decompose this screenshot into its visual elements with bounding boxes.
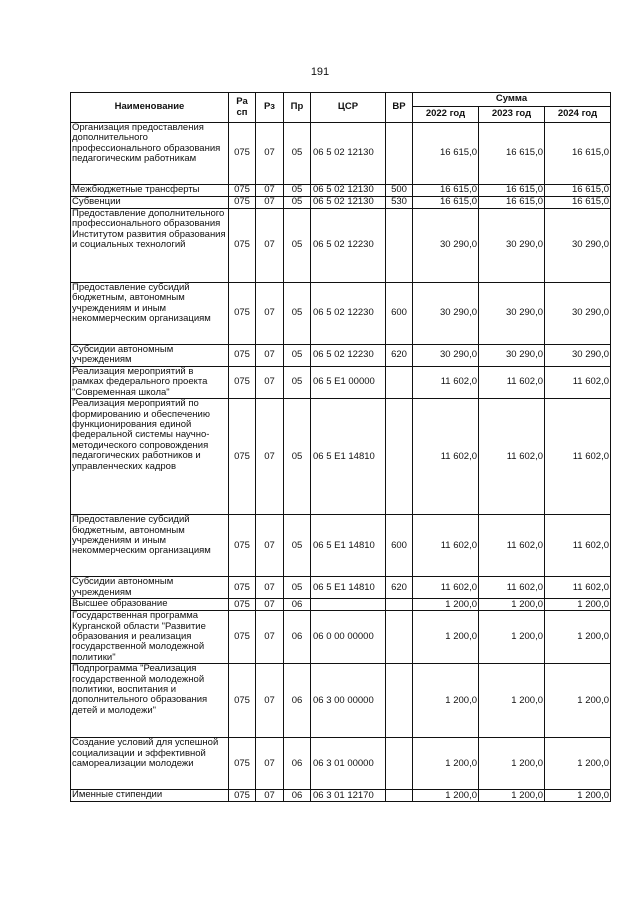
row-vr: 600: [386, 515, 413, 577]
row-pr: 05: [284, 283, 311, 345]
row-csr: 06 0 00 00000: [311, 611, 386, 664]
table-header: [71, 93, 611, 123]
row-rz: 07: [256, 209, 284, 283]
row-2022: 30 290,0: [413, 345, 479, 367]
row-pr: 06: [284, 599, 311, 611]
row-2024: 16 615,0: [545, 123, 611, 185]
row-rasp: 075: [229, 599, 256, 611]
row-rz: 07: [256, 664, 284, 738]
table-row: [71, 790, 611, 802]
header-csr: ЦСР: [311, 93, 386, 123]
row-csr: 06 5 E1 14810: [311, 577, 386, 599]
table-row: [71, 123, 611, 185]
header-vr: ВР: [386, 93, 413, 123]
row-name: Субсидии автономным учреждениям: [71, 577, 229, 599]
row-vr: 530: [386, 197, 413, 209]
row-name: Подпрограмма "Реализация государственной молодежной политики, воспитания и дополнительного образования детей и молодежи": [71, 664, 229, 738]
table-row: [71, 283, 611, 345]
row-pr: 05: [284, 185, 311, 197]
table-row: [71, 611, 611, 664]
row-2023: 16 615,0: [479, 197, 545, 209]
row-csr: 06 3 00 00000: [311, 664, 386, 738]
row-2024: 1 200,0: [545, 738, 611, 790]
row-2023: 11 602,0: [479, 399, 545, 515]
row-rasp: 075: [229, 345, 256, 367]
row-pr: 06: [284, 790, 311, 802]
row-2022: 30 290,0: [413, 209, 479, 283]
row-rz: 07: [256, 345, 284, 367]
row-name: Именные стипендии: [71, 790, 229, 802]
row-pr: 06: [284, 611, 311, 664]
row-2024: 1 200,0: [545, 599, 611, 611]
table-row: [71, 664, 611, 738]
row-rasp: 075: [229, 611, 256, 664]
table-row: [71, 515, 611, 577]
table-row: [71, 185, 611, 197]
table-row: [71, 738, 611, 790]
row-csr: 06 5 E1 00000: [311, 367, 386, 399]
row-rasp: 075: [229, 399, 256, 515]
row-rz: 07: [256, 123, 284, 185]
header-sum: Сумма: [413, 93, 611, 107]
row-2022: 16 615,0: [413, 185, 479, 197]
row-vr: 600: [386, 283, 413, 345]
row-pr: 05: [284, 123, 311, 185]
row-csr: 06 3 01 12170: [311, 790, 386, 802]
row-2022: 1 200,0: [413, 790, 479, 802]
table-row: [71, 197, 611, 209]
header-2024: 2024 год: [545, 107, 611, 123]
row-pr: 06: [284, 664, 311, 738]
row-pr: 05: [284, 367, 311, 399]
row-2023: 30 290,0: [479, 345, 545, 367]
row-2022: 11 602,0: [413, 577, 479, 599]
row-rasp: 075: [229, 738, 256, 790]
row-vr: [386, 790, 413, 802]
row-name: Предоставление дополнительного профессионального образования Институтом развития образования и социальных технологий: [71, 209, 229, 283]
header-2023: 2023 год: [479, 107, 545, 123]
row-2022: 1 200,0: [413, 738, 479, 790]
table-row: [71, 367, 611, 399]
row-2024: 30 290,0: [545, 345, 611, 367]
row-rasp: 075: [229, 367, 256, 399]
row-rz: 07: [256, 599, 284, 611]
row-name: Межбюджетные трансферты: [71, 185, 229, 197]
row-vr: [386, 367, 413, 399]
row-2023: 16 615,0: [479, 185, 545, 197]
row-vr: [386, 209, 413, 283]
row-rz: 07: [256, 283, 284, 345]
row-csr: 06 5 02 12230: [311, 283, 386, 345]
table-body: [71, 123, 611, 802]
page-number: 191: [310, 66, 330, 78]
row-name: Субсидии автономным учреждениям: [71, 345, 229, 367]
row-rz: 07: [256, 515, 284, 577]
row-pr: 05: [284, 399, 311, 515]
row-2024: 30 290,0: [545, 283, 611, 345]
row-pr: 05: [284, 577, 311, 599]
budget-table: [70, 92, 611, 802]
row-csr: 06 5 02 12130: [311, 123, 386, 185]
row-rasp: 075: [229, 185, 256, 197]
row-2023: 1 200,0: [479, 790, 545, 802]
table-row: [71, 345, 611, 367]
row-pr: 06: [284, 738, 311, 790]
row-2022: 16 615,0: [413, 197, 479, 209]
row-pr: 05: [284, 515, 311, 577]
row-csr: 06 3 01 00000: [311, 738, 386, 790]
row-2024: 30 290,0: [545, 209, 611, 283]
row-name: Организация предоставления дополнительного профессионального образования педагогическим работникам: [71, 123, 229, 185]
row-rz: 07: [256, 738, 284, 790]
row-rz: 07: [256, 399, 284, 515]
row-vr: [386, 399, 413, 515]
row-csr: 06 5 E1 14810: [311, 515, 386, 577]
row-name: Государственная программа Курганской области "Развитие образования и реализация государственной молодежной политики": [71, 611, 229, 664]
row-rasp: 075: [229, 197, 256, 209]
row-csr: 06 5 02 12130: [311, 185, 386, 197]
row-name: Высшее образование: [71, 599, 229, 611]
row-2022: 11 602,0: [413, 367, 479, 399]
row-vr: [386, 664, 413, 738]
row-2022: 30 290,0: [413, 283, 479, 345]
row-rasp: 075: [229, 664, 256, 738]
row-vr: 620: [386, 345, 413, 367]
row-2023: 11 602,0: [479, 577, 545, 599]
row-2023: 1 200,0: [479, 738, 545, 790]
row-rasp: 075: [229, 790, 256, 802]
row-rasp: 075: [229, 283, 256, 345]
row-2023: 11 602,0: [479, 515, 545, 577]
row-name: Реализация мероприятий в рамках федерального проекта "Современная школа": [71, 367, 229, 399]
row-csr: 06 5 02 12230: [311, 209, 386, 283]
row-vr: [386, 599, 413, 611]
row-csr: 06 5 02 12130: [311, 197, 386, 209]
row-2022: 11 602,0: [413, 399, 479, 515]
row-2022: 1 200,0: [413, 611, 479, 664]
row-2024: 11 602,0: [545, 515, 611, 577]
row-name: Предоставление субсидий бюджетным, автономным учреждениям и иным некоммерческим организациям: [71, 283, 229, 345]
row-2024: 1 200,0: [545, 611, 611, 664]
row-name: Создание условий для успешной социализации и эффективной самореализации молодежи: [71, 738, 229, 790]
row-pr: 05: [284, 345, 311, 367]
row-rasp: 075: [229, 209, 256, 283]
row-2023: 1 200,0: [479, 664, 545, 738]
row-2023: 16 615,0: [479, 123, 545, 185]
table-row: [71, 209, 611, 283]
row-2024: 16 615,0: [545, 197, 611, 209]
row-vr: 620: [386, 577, 413, 599]
row-name: Реализация мероприятий по формированию и обеспечению функционирования единой федеральной системы научно-методического сопровождения педагогических работников и управленческих кадров: [71, 399, 229, 515]
row-vr: 500: [386, 185, 413, 197]
row-vr: [386, 123, 413, 185]
row-rz: 07: [256, 185, 284, 197]
row-pr: 05: [284, 197, 311, 209]
row-vr: [386, 611, 413, 664]
row-vr: [386, 738, 413, 790]
row-rz: 07: [256, 367, 284, 399]
row-name: Субвенции: [71, 197, 229, 209]
row-2022: 11 602,0: [413, 515, 479, 577]
row-rasp: 075: [229, 515, 256, 577]
table-row: [71, 577, 611, 599]
row-csr: 06 5 E1 14810: [311, 399, 386, 515]
row-name: Предоставление субсидий бюджетным, автономным учреждениям и иным некоммерческим организациям: [71, 515, 229, 577]
row-2022: 16 615,0: [413, 123, 479, 185]
row-2022: 1 200,0: [413, 599, 479, 611]
header-name: Наименование: [71, 93, 229, 123]
table-row: [71, 599, 611, 611]
row-rasp: 075: [229, 577, 256, 599]
row-rz: 07: [256, 577, 284, 599]
row-rz: 07: [256, 197, 284, 209]
row-rasp: 075: [229, 123, 256, 185]
row-2024: 1 200,0: [545, 664, 611, 738]
row-2022: 1 200,0: [413, 664, 479, 738]
row-2024: 1 200,0: [545, 790, 611, 802]
row-pr: 05: [284, 209, 311, 283]
header-pr: Пр: [284, 93, 311, 123]
row-2024: 11 602,0: [545, 577, 611, 599]
row-csr: 06 5 02 12230: [311, 345, 386, 367]
row-2024: 11 602,0: [545, 399, 611, 515]
row-csr: [311, 599, 386, 611]
row-2023: 11 602,0: [479, 367, 545, 399]
row-2024: 11 602,0: [545, 367, 611, 399]
header-rasp: Ра сп: [229, 93, 256, 123]
row-rz: 07: [256, 790, 284, 802]
row-2023: 30 290,0: [479, 283, 545, 345]
row-2023: 1 200,0: [479, 599, 545, 611]
header-rz: Рз: [256, 93, 284, 123]
row-2023: 30 290,0: [479, 209, 545, 283]
header-2022: 2022 год: [413, 107, 479, 123]
row-rz: 07: [256, 611, 284, 664]
table-row: [71, 399, 611, 515]
row-2024: 16 615,0: [545, 185, 611, 197]
row-2023: 1 200,0: [479, 611, 545, 664]
